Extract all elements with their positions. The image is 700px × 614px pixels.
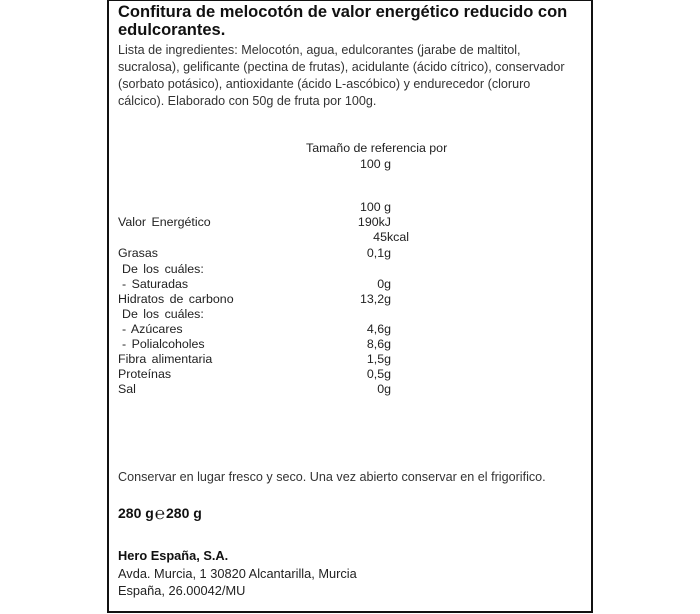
ingredients-line-1: Lista de ingredientes: Melocotón, agua, edulcorantes (jarabe de maltitol,	[118, 43, 521, 57]
nutrient-value-polyols: 8,6g	[366, 337, 391, 351]
nutrient-value-salt: 0g	[377, 382, 391, 396]
net-weight-value-repeat: 280 g	[166, 505, 202, 521]
nutrient-label-of-which-fat: De los cuáles:	[122, 262, 204, 276]
nutrient-label-fibre: Fibra alimentaria	[118, 352, 213, 366]
reference-size-label: Tamaño de referencia por	[306, 141, 448, 155]
reference-size-value: 100 g	[360, 157, 392, 171]
nutrient-value-fat: 0,1g	[366, 246, 391, 260]
nutrition-column-header: 100 g	[359, 200, 391, 214]
company-registry: España, 26.00042/MU	[118, 583, 246, 598]
nutrient-label-polyols: - Polialcoholes	[122, 337, 205, 351]
ingredients-line-2: sucralosa), gelificante (pectina de frutas), acidulante (ácido cítrico), conservador	[118, 60, 565, 74]
nutrient-value-fibre: 1,5g	[366, 352, 391, 366]
nutrient-value-sugars: 4,6g	[366, 322, 391, 336]
nutrient-label-fat: Grasas	[118, 246, 158, 260]
nutrient-label-salt: Sal	[118, 382, 136, 396]
net-weight	[118, 503, 202, 523]
ingredients-line-4: cálcico). Elaborado con 50g de fruta por 100g.	[118, 94, 377, 108]
product-title-line-2: edulcorantes.	[118, 21, 226, 39]
company-name: Hero España, S.A.	[118, 548, 229, 563]
nutrient-label-protein: Proteínas	[118, 367, 172, 381]
nutrition-label	[107, 0, 593, 613]
nutrient-label-energy: Valor Energético	[118, 215, 211, 229]
nutrient-value-protein: 0,5g	[366, 367, 391, 381]
estimated-sign-icon: ℮	[154, 504, 166, 523]
product-title-line-1: Confitura de melocotón de valor energético reducido con	[118, 3, 568, 21]
nutrient-label-of-which-carbs: De los cuáles:	[122, 307, 204, 321]
storage-instructions: Conservar en lugar fresco y seco. Una vez abierto conservar en el frigorifico.	[118, 470, 546, 484]
nutrient-value-energy-kj: 190kJ	[357, 215, 391, 229]
nutrient-label-carbohydrates: Hidratos de carbono	[118, 292, 234, 306]
nutrient-value-energy-kcal: 45kcal	[373, 230, 409, 244]
nutrient-label-sugars: - Azúcares	[122, 322, 183, 336]
company-address: Avda. Murcia, 1 30820 Alcantarilla, Murcia	[118, 566, 357, 581]
nutrient-value-carbohydrates: 13,2g	[359, 292, 391, 306]
nutrient-label-saturated: - Saturadas	[122, 277, 189, 291]
net-weight-value: 280 g	[118, 505, 154, 521]
nutrient-value-saturated: 0g	[377, 277, 391, 291]
ingredients-line-3: (sorbato potásico), antioxidante (ácido L-ascóbico) y endurecedor (cloruro	[118, 77, 531, 91]
